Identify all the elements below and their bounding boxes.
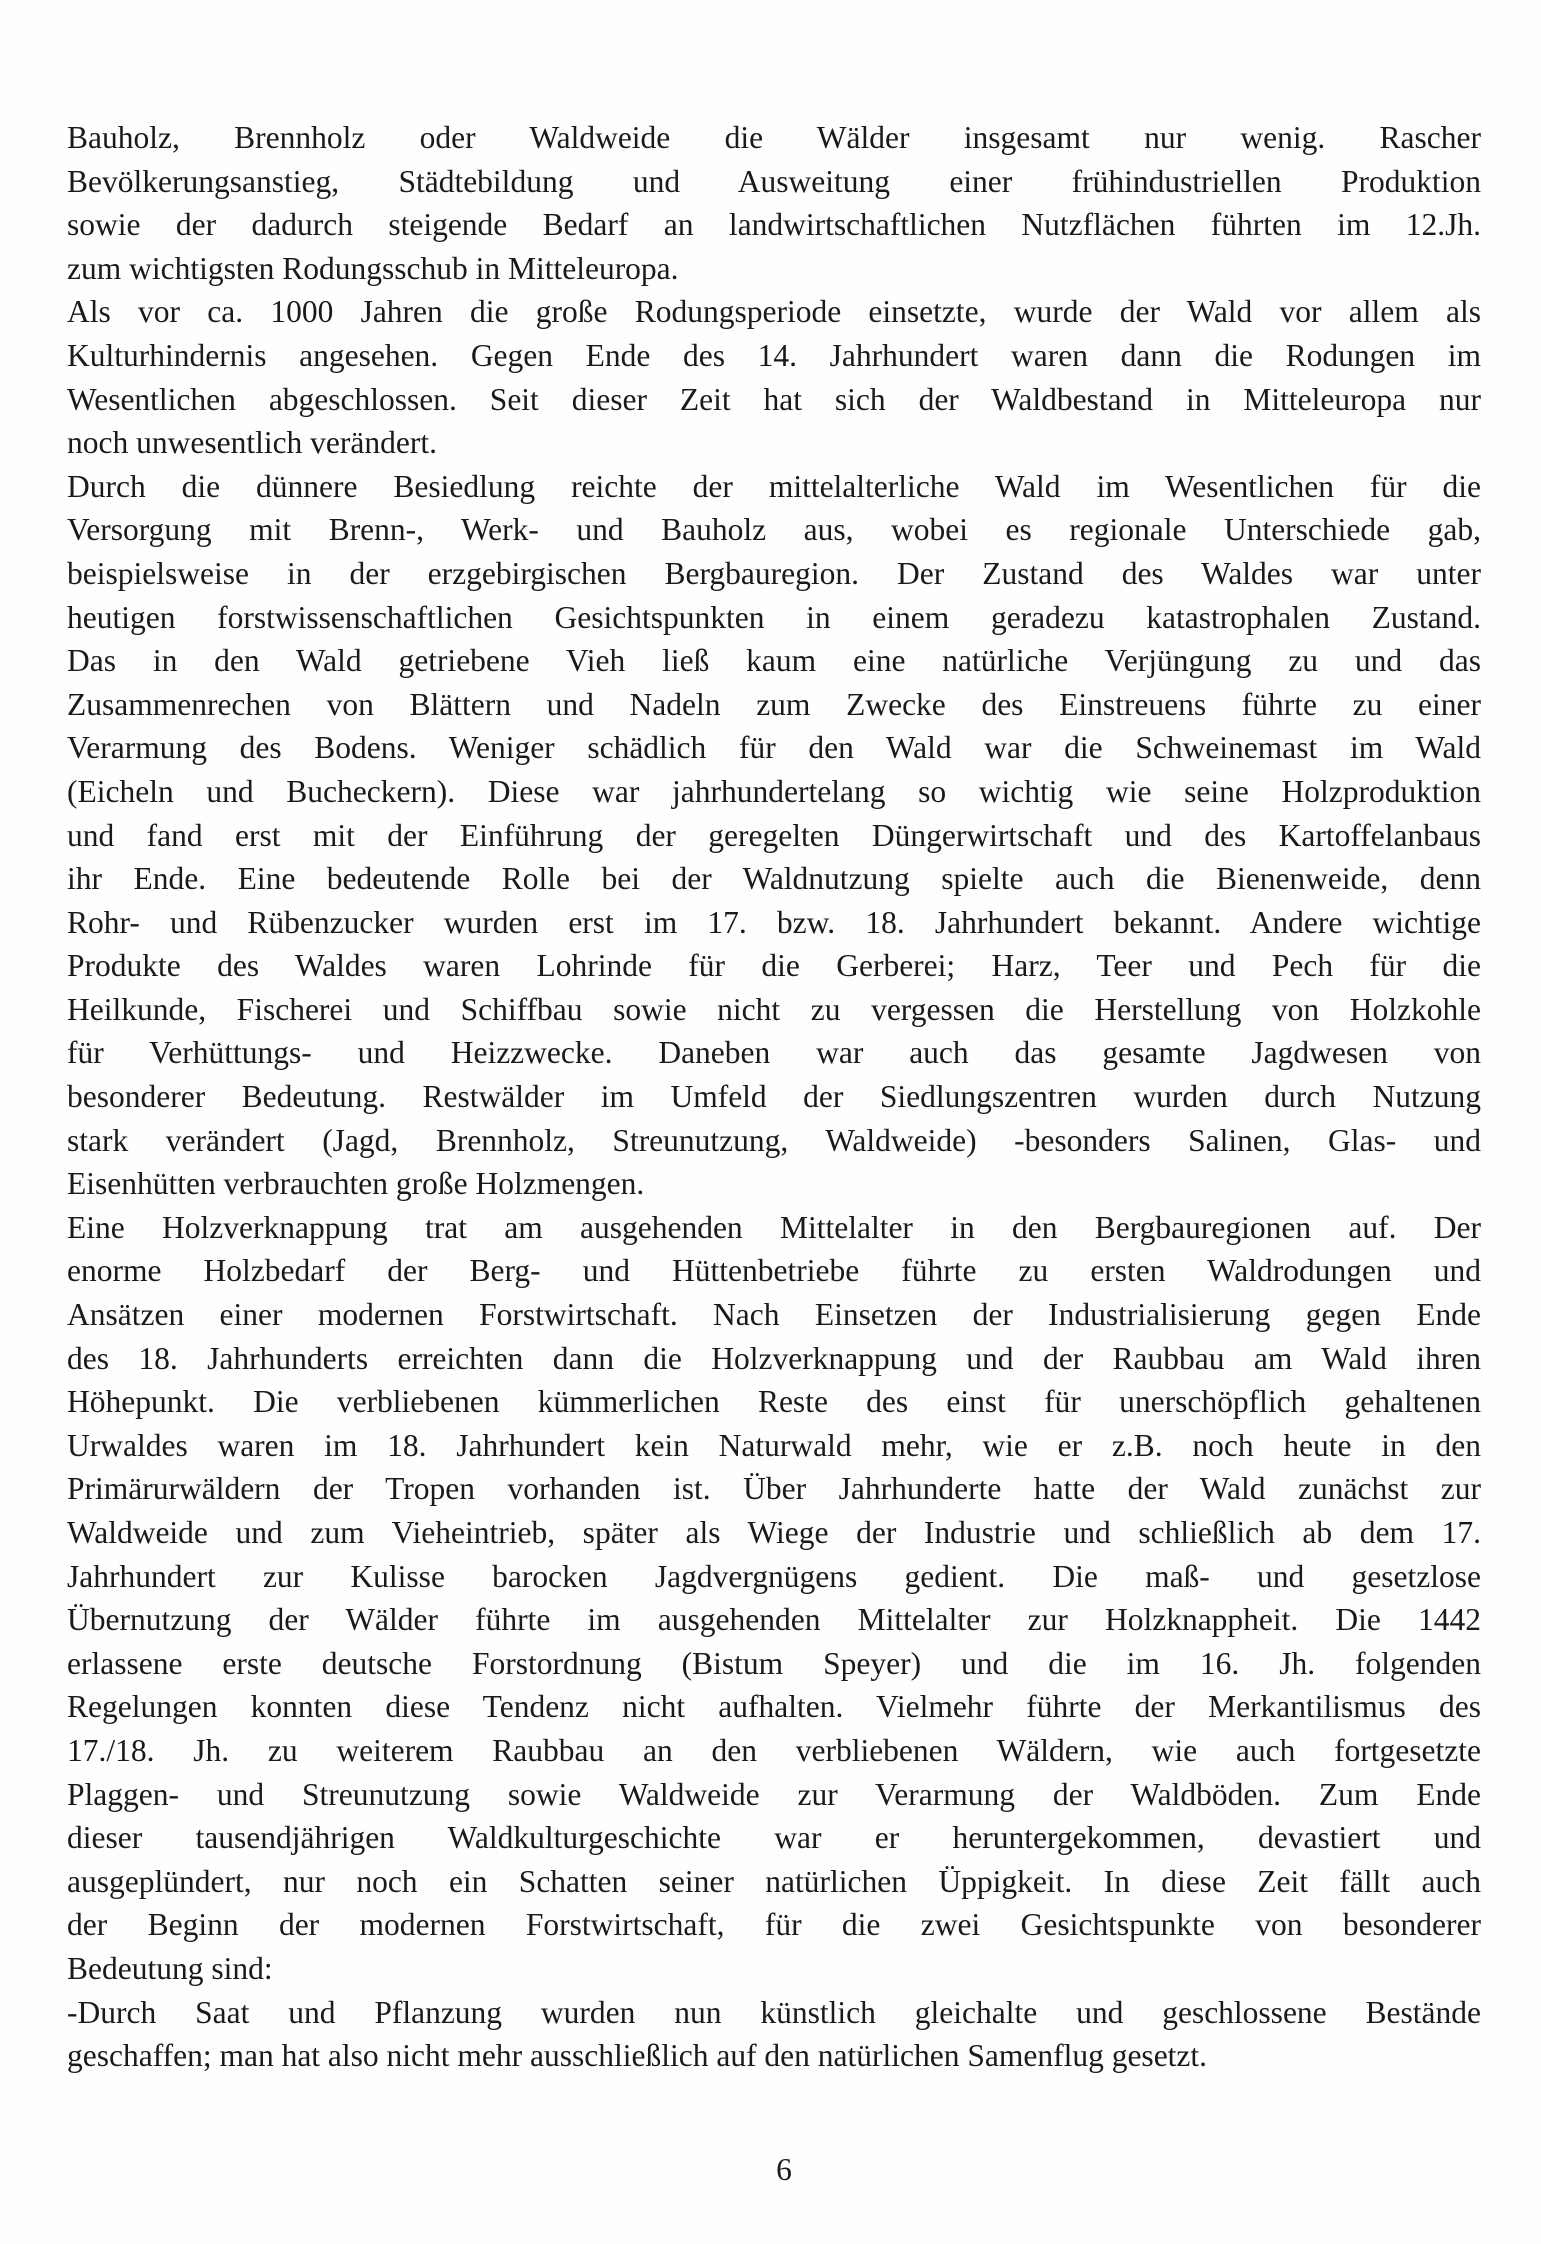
page-number: 6 <box>776 2152 792 2187</box>
text-line: stark verändert (Jagd, Brennholz, Streunutzung, Waldweide) -besonders Salinen, Glas- und <box>67 1122 1481 1158</box>
text-line: Versorgung mit Brenn-, Werk- und Bauholz aus, wobei es regionale Unterschiede gab, <box>67 512 1481 548</box>
text-line: ihr Ende. Eine bedeutende Rolle bei der Waldnutzung spielte auch die Bienenweide, denn <box>67 861 1481 897</box>
text-line: Bauholz, Brennholz oder Waldweide die Wälder insgesamt nur wenig. Rascher <box>67 120 1481 155</box>
text-line: zum wichtigsten Rodungsschub in Mitteleuropa. <box>67 250 679 286</box>
text-line: Produkte des Waldes waren Lohrinde für die Gerberei; Harz, Teer und Pech für die <box>67 948 1481 984</box>
text-line: ausgeplündert, nur noch ein Schatten seiner natürlichen Üppigkeit. In diese Zeit fällt auch <box>67 1863 1481 1899</box>
text-line: der Beginn der modernen Forstwirtschaft, für die zwei Gesichtspunkte von besonderer <box>67 1907 1481 1943</box>
text-line: des 18. Jahrhunderts erreichten dann die Holzverknappung und der Raubbau am Wald ihren <box>67 1340 1481 1376</box>
text-line: beispielsweise in der erzgebirgischen Bergbauregion. Der Zustand des Waldes war unter <box>67 555 1481 591</box>
text-line: noch unwesentlich verändert. <box>67 425 437 461</box>
text-line: Bevölkerungsanstieg, Städtebildung und Ausweitung einer frühindustriellen Produktion <box>67 163 1481 199</box>
paragraph <box>67 290 1481 464</box>
text-line: Bedeutung sind: <box>67 1950 273 1986</box>
text-line: Jahrhundert zur Kulisse barocken Jagdvergnügens gedient. Die maß- und gesetzlose <box>67 1558 1481 1594</box>
text-line: 17./18. Jh. zu weiterem Raubbau an den verbliebenen Wäldern, wie auch fortgesetzte <box>67 1732 1481 1768</box>
text-line: Rohr- und Rübenzucker wurden erst im 17. bzw. 18. Jahrhundert bekannt. Andere wichtige <box>67 904 1481 940</box>
text-line: besonderer Bedeutung. Restwälder im Umfeld der Siedlungszentren wurden durch Nutzung <box>67 1079 1481 1115</box>
text-line: Zusammenrechen von Blättern und Nadeln zum Zwecke des Einstreuens führte zu einer <box>67 686 1481 722</box>
text-line: Heilkunde, Fischerei und Schiffbau sowie nicht zu vergessen die Herstellung von Holzkohle <box>67 991 1481 1027</box>
text-line: Eisenhütten verbrauchten große Holzmengen. <box>67 1166 645 1202</box>
text-line: Eine Holzverknappung trat am ausgehenden Mittelalter in den Bergbauregionen auf. Der <box>67 1209 1481 1245</box>
text-line: -Durch Saat und Pflanzung wurden nun künstlich gleichalte und geschlossene Bestände <box>67 1994 1481 2030</box>
paragraph <box>67 1991 1481 2078</box>
text-line: Wesentlichen abgeschlossen. Seit dieser Zeit hat sich der Waldbestand in Mitteleuropa nur <box>67 381 1481 417</box>
text-line: für Verhüttungs- und Heizzwecke. Daneben war auch das gesamte Jagdwesen von <box>67 1035 1481 1071</box>
text-line: Verarmung des Bodens. Weniger schädlich für den Wald war die Schweinemast im Wald <box>67 730 1481 766</box>
text-line: Kulturhindernis angesehen. Gegen Ende des 14. Jahrhundert waren dann die Rodungen im <box>67 337 1481 373</box>
text-line: heutigen forstwissenschaftlichen Gesichtspunkten in einem geradezu katastrophalen Zustand. <box>67 599 1481 635</box>
text-line: Das in den Wald getriebene Vieh ließ kaum eine natürliche Verjüngung zu und das <box>67 643 1481 679</box>
text-line: sowie der dadurch steigende Bedarf an landwirtschaftlichen Nutzflächen führten im 12.Jh. <box>67 207 1481 243</box>
text-line: Ansätzen einer modernen Forstwirtschaft. Nach Einsetzen der Industrialisierung gegen Ende <box>67 1297 1481 1333</box>
paragraph <box>67 1206 1481 1991</box>
text-line: Waldweide und zum Vieheintrieb, später als Wiege der Industrie und schließlich ab dem 17. <box>67 1515 1481 1550</box>
text-line: geschaffen; man hat also nicht mehr ausschließlich auf den natürlichen Samenflug gesetzt. <box>67 2038 1208 2074</box>
paragraph <box>67 465 1481 1206</box>
text-line: Regelungen konnten diese Tendenz nicht aufhalten. Vielmehr führte der Merkantilismus des <box>67 1689 1481 1725</box>
text-line: Urwaldes waren im 18. Jahrhundert kein Naturwald mehr, wie er z.B. noch heute in den <box>67 1427 1481 1463</box>
text-line: erlassene erste deutsche Forstordnung (Bistum Speyer) und die im 16. Jh. folgenden <box>67 1645 1481 1681</box>
text-line: (Eicheln und Bucheckern). Diese war jahrhundertelang so wichtig wie seine Holzproduktion <box>67 773 1481 809</box>
text-line: enorme Holzbedarf der Berg- und Hüttenbetriebe führte zu ersten Waldrodungen und <box>67 1253 1481 1289</box>
text-line: Plaggen- und Streunutzung sowie Waldweide zur Verarmung der Waldböden. Zum Ende <box>67 1776 1481 1812</box>
text-line: und fand erst mit der Einführung der geregelten Düngerwirtschaft und des Kartoffelanbaus <box>67 817 1481 853</box>
body-text <box>67 116 1481 2078</box>
text-line: Primärurwäldern der Tropen vorhanden ist. Über Jahrhunderte hatte der Wald zunächst zur <box>67 1471 1481 1507</box>
text-line: Höhepunkt. Die verbliebenen kümmerlichen Reste des einst für unerschöpflich gehaltenen <box>67 1384 1481 1420</box>
text-line: Als vor ca. 1000 Jahren die große Rodungsperiode einsetzte, wurde der Wald vor allem als <box>67 294 1481 330</box>
text-line: dieser tausendjährigen Waldkulturgeschichte war er heruntergekommen, devastiert und <box>67 1820 1481 1856</box>
paragraph <box>67 116 1481 290</box>
text-line: Übernutzung der Wälder führte im ausgehenden Mittelalter zur Holzknappheit. Die 1442 <box>67 1602 1481 1638</box>
text-line: Durch die dünnere Besiedlung reichte der mittelalterliche Wald im Wesentlichen für die <box>67 468 1481 504</box>
